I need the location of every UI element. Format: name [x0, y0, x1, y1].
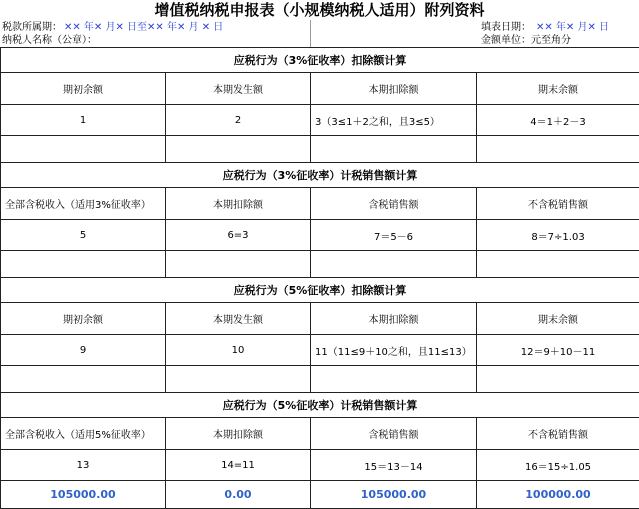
section-title: 应税行为（5%征收率）扣除额计算 — [1, 278, 639, 303]
line-number: 5 — [1, 220, 166, 251]
fill-date-value: ✕✕ 年✕ 月✕ 日 — [536, 20, 609, 35]
form-title: 增值税纳税申报表（小规模纳税人适用）附列资料 — [0, 0, 639, 20]
line-number: 13 — [1, 450, 166, 481]
schedule-table — [0, 47, 639, 509]
section-title-row — [1, 48, 639, 73]
value-cell[interactable] — [311, 366, 477, 393]
header-row — [1, 188, 639, 220]
value-cell[interactable] — [477, 366, 639, 393]
column-header: 不含税销售额 — [477, 188, 639, 220]
column-header: 本期扣除额 — [166, 418, 311, 450]
amount-cell[interactable]: 100000.00 — [477, 481, 639, 509]
line-number: 14=11 — [166, 450, 311, 481]
fill-date-label: 填表日期： — [481, 20, 531, 35]
line-number: 11（11≤9＋10之和，且11≤13） — [311, 335, 477, 366]
line-number-row — [1, 105, 639, 136]
line-number: 2 — [166, 105, 311, 136]
line-number: 1 — [1, 105, 166, 136]
line-number: 7＝5－6 — [311, 220, 477, 251]
amount-cell[interactable]: 105000.00 — [1, 481, 166, 509]
line-number: 12＝9＋10－11 — [477, 335, 639, 366]
value-cell[interactable] — [1, 251, 166, 278]
column-header: 本期扣除额 — [311, 73, 477, 105]
value-cell[interactable] — [311, 136, 477, 163]
unit-label: 金额单位：元至角分 — [481, 33, 571, 48]
line-number-row — [1, 220, 639, 251]
section-title-row — [1, 278, 639, 303]
taxpayer-label: 纳税人名称（公章）： — [2, 33, 97, 48]
value-cell[interactable] — [1, 136, 166, 163]
section-title: 应税行为（3%征收率）扣除额计算 — [1, 48, 639, 73]
column-header: 本期扣除额 — [166, 188, 311, 220]
value-cell[interactable] — [477, 136, 639, 163]
column-header: 不含税销售额 — [477, 418, 639, 450]
line-number-row — [1, 450, 639, 481]
section-title: 应税行为（3%征收率）计税销售额计算 — [1, 163, 639, 188]
value-cell[interactable] — [166, 136, 311, 163]
value-cell[interactable] — [1, 366, 166, 393]
value-cell[interactable] — [166, 251, 311, 278]
meta-row-taxpayer — [0, 33, 639, 48]
line-number: 8＝7÷1.03 — [477, 220, 639, 251]
column-header: 含税销售额 — [311, 418, 477, 450]
header-row — [1, 303, 639, 335]
period-value: ✕✕ 年✕ 月✕ 日至✕✕ 年✕ 月 ✕ 日 — [64, 20, 223, 35]
value-cell[interactable] — [311, 251, 477, 278]
line-number: 10 — [166, 335, 311, 366]
line-number: 9 — [1, 335, 166, 366]
value-cell[interactable] — [166, 366, 311, 393]
line-number: 3（3≤1＋2之和，且3≤5） — [311, 105, 477, 136]
value-row — [1, 251, 639, 278]
amount-cell[interactable]: 0.00 — [166, 481, 311, 509]
column-header: 全部含税收入（适用5%征收率） — [1, 418, 166, 450]
column-header: 本期扣除额 — [311, 303, 477, 335]
column-header: 含税销售额 — [311, 188, 477, 220]
line-number: 6=3 — [166, 220, 311, 251]
header-row — [1, 418, 639, 450]
amount-row — [1, 481, 639, 509]
line-number-row — [1, 335, 639, 366]
amount-cell[interactable]: 105000.00 — [311, 481, 477, 509]
line-number: 4＝1＋2－3 — [477, 105, 639, 136]
section-title: 应税行为（5%征收率）计税销售额计算 — [1, 393, 639, 418]
column-header: 本期发生额 — [166, 73, 311, 105]
line-number: 16＝15÷1.05 — [477, 450, 639, 481]
column-header: 全部含税收入（适用3%征收率） — [1, 188, 166, 220]
column-header: 期末余额 — [477, 73, 639, 105]
line-number: 15＝13－14 — [311, 450, 477, 481]
section-title-row — [1, 163, 639, 188]
period-label: 税款所属期： — [2, 20, 62, 35]
column-header: 期初余额 — [1, 73, 166, 105]
value-row — [1, 366, 639, 393]
column-header: 期末余额 — [477, 303, 639, 335]
value-cell[interactable] — [477, 251, 639, 278]
value-row — [1, 136, 639, 163]
column-header: 本期发生额 — [166, 303, 311, 335]
meta-divider — [310, 33, 311, 48]
section-title-row — [1, 393, 639, 418]
column-header: 期初余额 — [1, 303, 166, 335]
header-row — [1, 73, 639, 105]
